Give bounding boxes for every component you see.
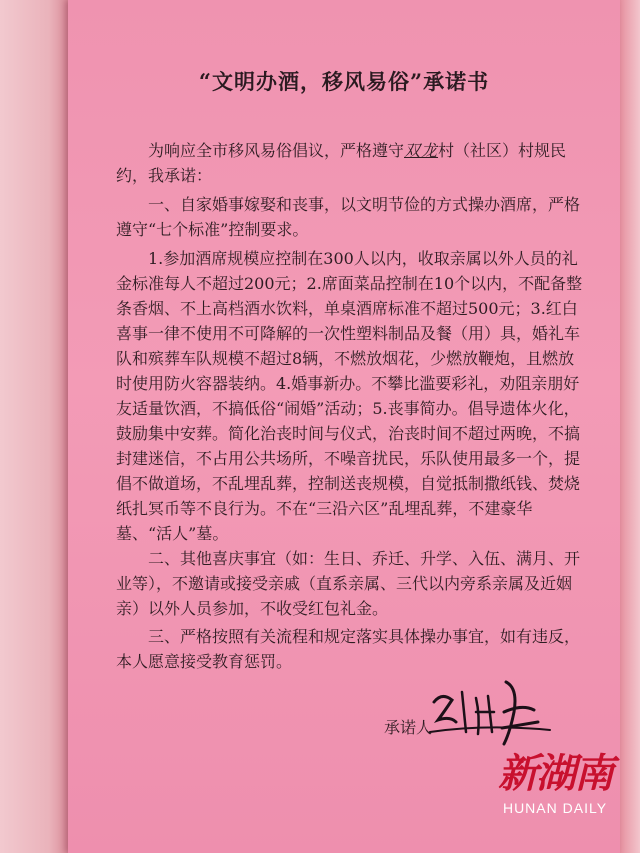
intro-paragraph — [116, 138, 588, 188]
background-left-pages — [0, 0, 70, 853]
section-2: 二、其他喜庆事宜（如：生日、乔迁、升学、入伍、满月、开业等），不邀请或接受亲戚（直系亲属、三代以内旁系亲属及近姻亲）以外人员参加，不收受红包礼金。 — [116, 549, 581, 618]
village-name-handwritten: 双龙 — [404, 141, 439, 160]
signer-label: 承诺人 — [384, 718, 433, 737]
intro-prefix: 为响应全市移风易俗倡议，严格遵守 — [148, 141, 405, 160]
section-1-body: 1.参加酒席规模应控制在300人以内，收取亲属以外人员的礼金标准每人不超过200元；2.席面菜品控制在10个以内，不配备整条香烟、不上高档酒水饮料，单桌酒席标准不超过500元；3.红白喜事一律不使用不可降解的一次性塑料制品及餐（用）具，婚礼车队和殡葬车队规模不超过8辆，不燃放烟花，少燃放鞭炮，且燃放时使用防火容器装纳。4.婚事新办。不攀比滥要彩礼，劝阻亲朋好友适量饮酒，不搞低俗“闹婚”活动；5.丧事简办。倡导遗体火化，鼓励集中安葬。简化治丧时间与仪式，治丧时间不超过两晚，不搞封建迷信，不占用公共场所，不噪音扰民，乐队使用最多一个，提倡不做道场，不乱埋乱葬，控制送丧规模，自觉抵制撒纸钱、焚烧纸扎冥币等不良行为。不在“三沿六区”乱埋乱葬，不建豪华墓、“活人”墓。 — [116, 249, 583, 543]
watermark-english: HUNAN DAILY — [502, 800, 608, 816]
section-1-heading: 一、自家婚事嫁娶和丧事，以文明节俭的方式操办酒席，严格遵守“七个标准”控制要求。 — [116, 195, 581, 239]
hunan-daily-watermark — [470, 750, 640, 816]
watermark-chinese: 新湖南 — [498, 750, 612, 797]
handwritten-signature — [426, 672, 556, 752]
section-3: 三、严格按照有关流程和规定落实具体操办事宜，如有违反，本人愿意接受教育惩罚。 — [116, 627, 581, 671]
intro-suffix: 村（社区）村规民约，我承诺： — [116, 141, 567, 185]
background-right-edge — [620, 0, 640, 853]
pledge-document-page — [68, 0, 620, 853]
document-title: “文明办酒，移风易俗”承诺书 — [198, 69, 490, 94]
